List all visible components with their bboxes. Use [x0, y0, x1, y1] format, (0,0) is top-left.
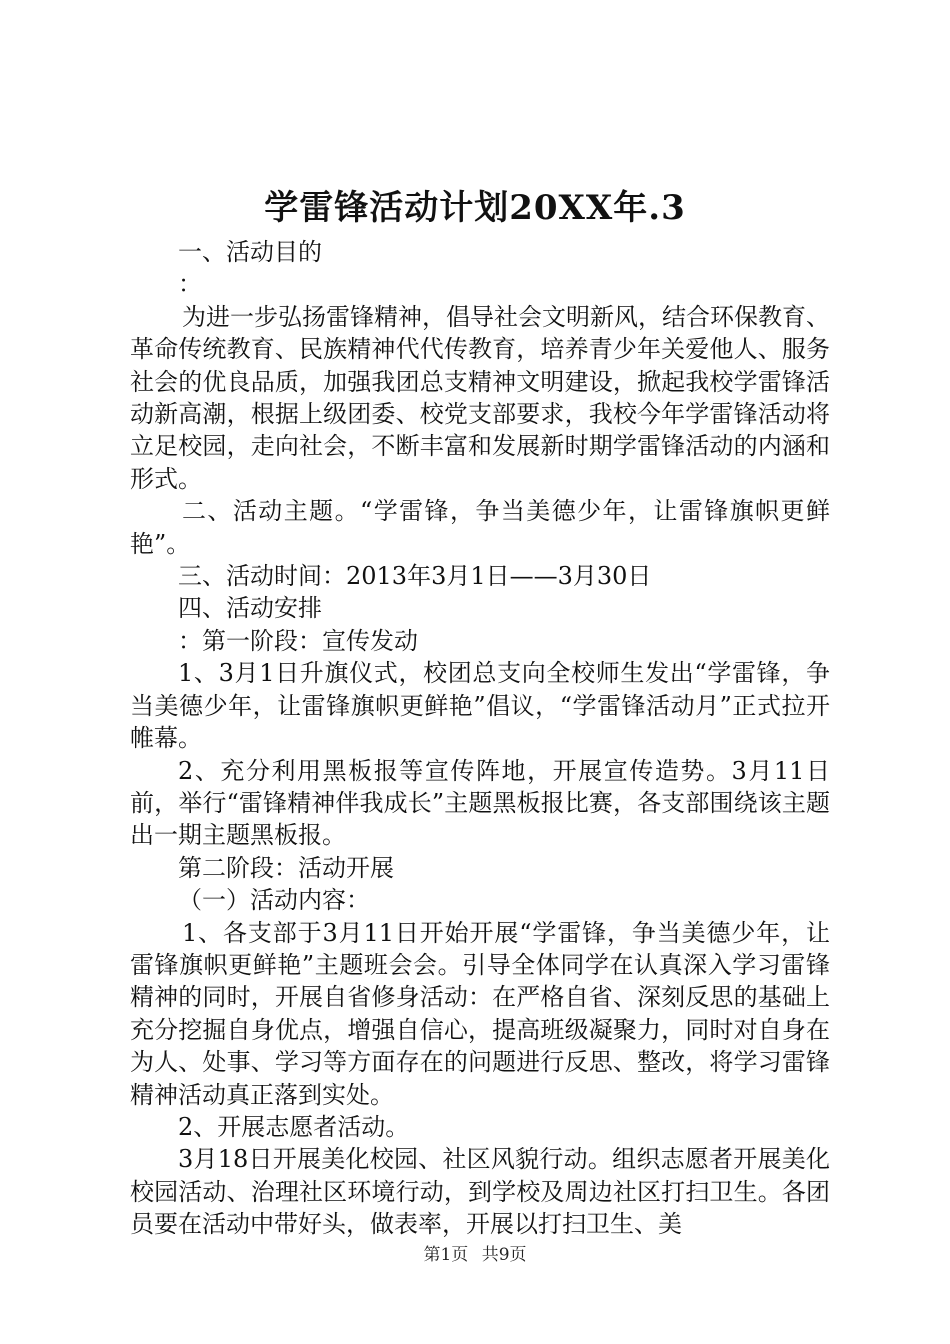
section-heading-purpose: 一、活动目的: [178, 238, 322, 266]
paragraph-volunteer-activity: 3月18日开展美化校园、社区风貌行动。组织志愿者开展美化校园活动、治理社区环境行动，到学校及周边社区打扫卫生。各团员要在活动中带好头，做表率，开展以打扫卫生、美: [130, 1145, 830, 1239]
paragraph-volunteer-heading: 2、开展志愿者活动。: [178, 1112, 410, 1141]
paragraph-blackboard: 2、充分利用黑板报等宣传阵地，开展宣传造势。3月11日前，举行“雷锋精神伴我成长”主题黑板报比赛，各支部围绕该主题出一期主题黑板报。: [130, 756, 830, 850]
paragraph-time: 三、活动时间：2013年3月1日——3月30日: [178, 562, 652, 591]
stage-two-heading: 第二阶段：活动开展: [178, 853, 394, 882]
paragraph-colon: ：: [178, 270, 202, 299]
page-footer: [0, 1243, 950, 1267]
paragraph-class-meeting: 1、各支部于3月11日开始开展“学雷锋，争当美德少年，让雷锋旗帜更鲜艳”主题班会会。引导全体同学在认真深入学习雷锋精神的同时，开展自省修身活动：在严格自省、深刻反思的基础上充分挖掘自身优点，增强自信心，提高班级凝聚力，同时对自身在为人、处事、学习等方面存在的问题进行反思、整改，将学习雷锋精神活动真正落到实处。: [130, 918, 830, 1109]
document-body: [130, 236, 830, 1241]
paragraph-purpose: 为进一步弘扬雷锋精神，倡导社会文明新风，结合环保教育、革命传统教育、民族精神代代传教育，培养青少年关爱他人、服务社会的优良品质，加强我团总支精神文明建设，掀起我校学雷锋活动新高潮，根据上级团委、校党支部要求，我校今年学雷锋活动将立足校园，走向社会，不断丰富和发展新时期学雷锋活动的内涵和形式。: [130, 302, 830, 493]
section-heading-arrangement: 四、活动安排: [178, 594, 322, 623]
paragraph-flag-ceremony: 1、3月1日升旗仪式，校团总支向全校师生发出“学雷锋，争当美德少年，让雷锋旗帜更鲜艳”倡议，“学雷锋活动月”正式拉开帷幕。: [130, 659, 830, 753]
paragraph-theme: 二、活动主题。“学雷锋，争当美德少年，让雷锋旗帜更鲜艳”。: [130, 497, 830, 558]
stage-one-heading: ：第一阶段：宣传发动: [178, 626, 418, 655]
subheading-activity-content: （一）活动内容：: [178, 886, 370, 915]
page-number: 第1页: [423, 1245, 469, 1265]
document-title: 学雷锋活动计划20XX年.3: [264, 188, 686, 228]
page-total: 共9页: [481, 1245, 527, 1265]
